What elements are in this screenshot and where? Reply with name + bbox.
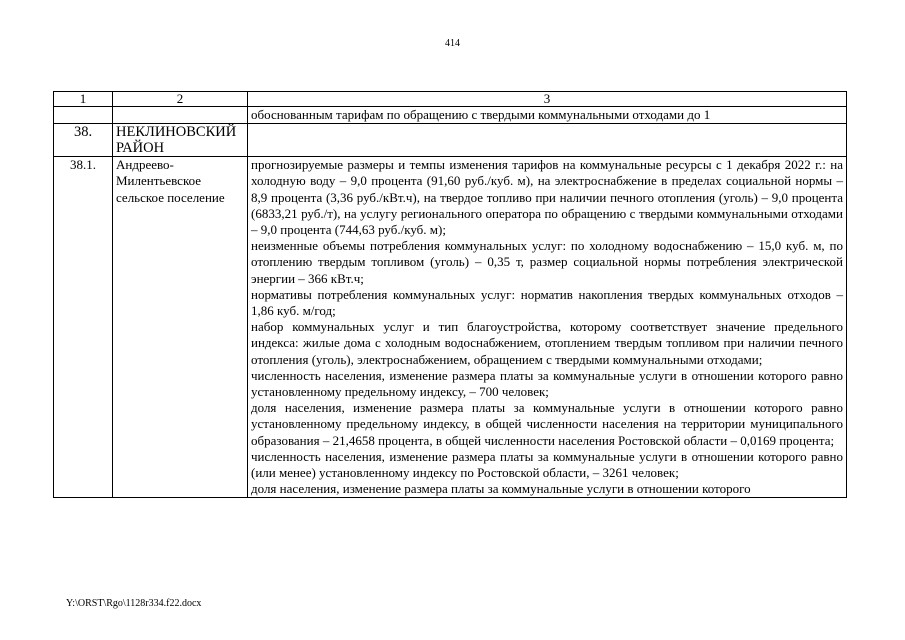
header-col-3: 3 (248, 92, 847, 107)
entry-description (248, 157, 847, 498)
district-name: НЕКЛИНОВСКИЙ РАЙОН (113, 124, 248, 157)
header-col-1: 1 (54, 92, 113, 107)
district-description-cell (248, 124, 847, 157)
entry-row (54, 157, 847, 498)
entry-name: Андреево-Милентьевское сельское поселение (113, 157, 248, 498)
table-header-row (54, 92, 847, 107)
paragraph-services: набор коммунальных услуг и тип благоустройства, которому соответствует значение предельного индекса: жилые дома с холодным водоснабжением, отоплением твердым топливом при наличии печного отопления (уголь), электроснабжением, обращением с твердыми коммунальными отходами; (251, 319, 843, 367)
paragraph-tariffs: прогнозируемые размеры и темпы изменения тарифов на коммунальные ресурсы с 1 декабря 2022 г.: на холодную воду – 9,0 процента (91,60 руб./куб. м), на электроснабжение в пределах социальной нормы – 8,9 процента (3,36 руб./кВт.ч), на твердое топливо при наличии печного отопления (уголь) – 9,0 процента (6833,21 руб./т), на услугу регионального оператора по обращению с твердыми коммунальными отходами – 9,0 процента (744,63 руб./куб. м); (251, 157, 843, 238)
paragraph-volumes: неизменные объемы потребления коммунальных услуг: по холодному водоснабжению – 15,0 куб. м, по отоплению твердым топливом (уголь) – 0,35 т, размер социальной нормы потребления электрической энергии – 366 кВт.ч; (251, 238, 843, 286)
page-number: 414 (445, 38, 460, 49)
entry-number: 38.1. (54, 157, 113, 498)
paragraph-norms: нормативы потребления коммунальных услуг: норматив накопления твердых коммунальных отходов – 1,86 куб. м/год; (251, 286, 843, 319)
continuation-number-cell (54, 107, 113, 124)
district-row (54, 124, 847, 157)
paragraph-population: численность населения, изменение размера платы за коммунальные услуги в отношении которого равно установленному предельному индексу, – 700 человек; (251, 367, 843, 400)
district-number: 38. (54, 124, 113, 157)
paragraph-population-share: доля населения, изменение размера платы за коммунальные услуги в отношении которого равно установленному предельному индексу, в общей численности населения на территории муниципального образования – 21,4658 процента, в общей численности населения Ростовской области – 0,0169 процента; (251, 400, 843, 448)
tariff-table (53, 91, 847, 498)
header-col-2: 2 (113, 92, 248, 107)
continuation-name-cell (113, 107, 248, 124)
continuation-row (54, 107, 847, 124)
continuation-text: обоснованным тарифам по обращению с твердыми коммунальными отходами до 1 (248, 107, 847, 124)
paragraph-population-regional: численность населения, изменение размера платы за коммунальные услуги в отношении которого равно (или менее) установленному индексу по Ростовской области, – 3261 человек; (251, 448, 843, 481)
footer-file-path: Y:\ORST\Rgo\1128r334.f22.docx (66, 598, 202, 609)
paragraph-population-share-regional: доля населения, изменение размера платы за коммунальные услуги в отношении которого (251, 481, 751, 497)
